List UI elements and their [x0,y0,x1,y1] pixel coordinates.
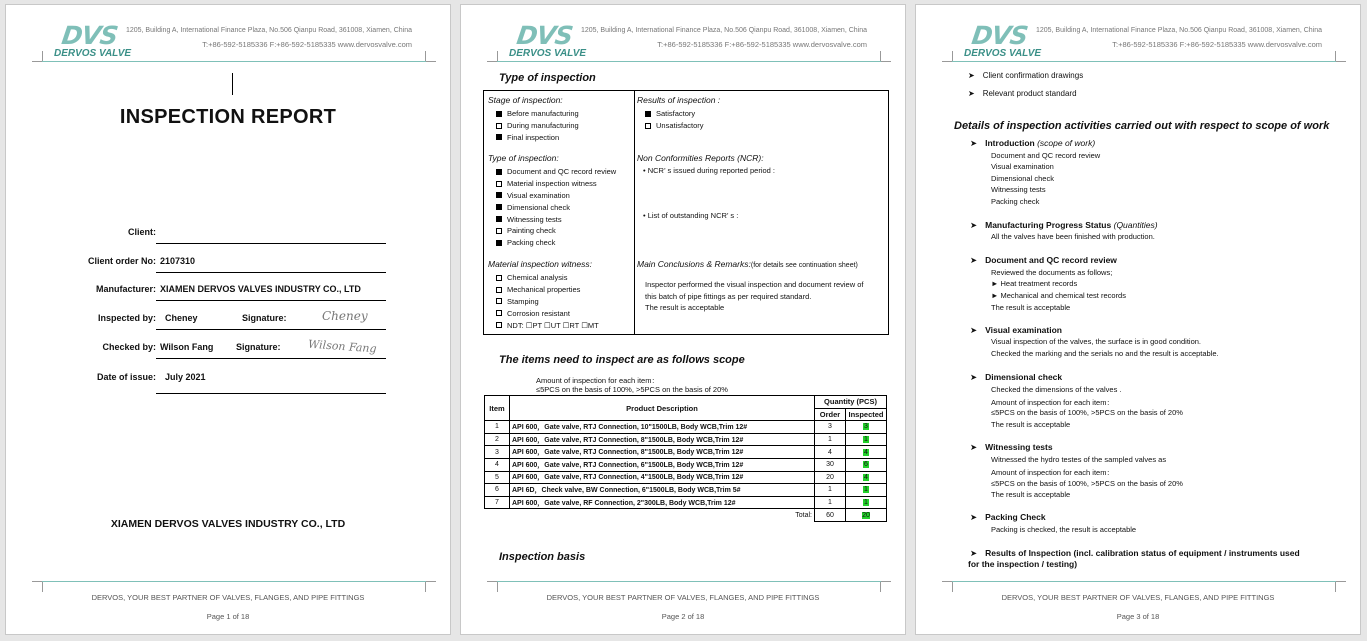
inspected-value: 3 [864,423,868,431]
type-option-label: Painting check [507,226,556,236]
bullet-text: Relevant product standard [982,89,1077,98]
inspection-basis-heading: Inspection basis [499,551,586,563]
stage-option [488,108,579,120]
intro-item: Dimensional check [991,174,1054,183]
inspected-value[interactable]: Cheney [165,313,198,323]
crop-mark [880,581,891,592]
ncr-issued-text: NCR’ s issued during reported period : [647,166,776,175]
conclusion-line: this batch of pipe fittings as per required standard. [645,291,812,301]
header-rule [952,61,1336,62]
wit-item: ≤5PCS on the basis of 100%, >5PCS on the basis of 20% [991,479,1183,488]
manufacturer-label: Manufacturer: [95,284,156,294]
order-cell: 3 [815,421,846,434]
table-row [485,446,887,459]
items-table-body [485,421,887,509]
inspected-cell [846,433,887,446]
col-inspected-header: Inspected [846,408,887,421]
item-cell: 7 [485,496,510,509]
total-inspected: 20 [862,511,870,519]
section-visual [970,325,1062,336]
results-section [637,95,720,132]
company-name: XIAMEN DERVOS VALVES INDUSTRY CO., LTD [110,518,346,530]
total-row [485,509,887,522]
section-dimensional [970,372,1062,383]
date-value[interactable]: July 2021 [165,372,206,382]
result-option [637,108,720,120]
arrow-icon: ➤ [970,325,978,335]
footer-rule [42,581,426,582]
type-option [488,190,616,202]
visual-item: Visual inspection of the valves, the surface is in good condition. [991,337,1201,346]
crop-mark [1335,581,1346,592]
field-line [156,393,386,394]
footer-rule [497,581,881,582]
stage-option-label: Before manufacturing [507,109,579,119]
ncr-outstanding-text: List of outstanding NCR’ s : [647,211,739,220]
item-cell: 6 [485,484,510,497]
amount-line-2: ≤5PCS on the basis of 100%, >5PCS on the basis of 20% [536,385,728,394]
material-heading: Material inspection witness: [488,259,592,269]
conclusion-line: The result is acceptable [645,303,725,312]
crop-mark [32,581,43,592]
manufacturer-row [46,284,386,302]
type-option-label: Dimensional check [507,202,570,212]
page-number: Page 3 of 18 [1116,612,1160,621]
description-cell: API 600，Gate valve, RTJ Connection, 8"1500LB, Body WCB,Trim 12# [510,433,815,446]
amount-line-1: Amount of inspection for each item： [536,376,659,385]
item-cell: 1 [485,421,510,434]
field-line [156,300,386,301]
crop-mark [1335,51,1346,62]
col-item-header: Item [485,396,510,421]
dim-item: ≤5PCS on the basis of 100%, >5PCS on the basis of 20% [991,408,1183,417]
item-cell: 5 [485,471,510,484]
inspection-type-box [483,90,889,335]
material-option-label: NDT: ☐PT ☐UT ☐RT ☐MT [507,320,599,330]
checked-box-icon[interactable] [496,240,502,246]
conclusions-text [645,279,863,314]
type-option-label: Witnessing tests [507,214,562,224]
col-qty-header: Quantity (PCS) [815,396,887,409]
crop-mark [425,51,436,62]
logo-mark: DVS [59,21,120,50]
inspected-value: 6 [864,461,868,469]
document-page-3 [915,4,1361,635]
checked-row [46,337,386,360]
material-option [488,296,599,308]
section-title: Witnessing tests [985,442,1053,452]
document-page-2 [460,4,906,635]
logo-mark: DVS [969,21,1030,50]
conclusions-heading: Main Conclusions & Remarks: [637,259,751,269]
progress-text: All the valves have been finished with production. [991,232,1155,241]
logo-text: DERVOS VALVE [964,48,1042,59]
crop-mark [942,581,953,592]
client-row [46,227,386,245]
crop-mark [880,51,891,62]
section-note: (Quantities) [1113,220,1158,230]
description-cell: API 6D，Check valve, BW Connection, 6"1500LB, Body WCB,Trim 5# [510,484,815,497]
material-option-label: Mechanical properties [507,285,581,295]
description-cell: API 600，Gate valve, RTJ Connection, 8"1500LB, Body WCB,Trim 12# [510,446,815,459]
material-option [488,307,599,319]
section-title: Manufacturing Progress Status [985,220,1112,230]
arrow-icon: ➤ [970,138,978,148]
section-title: Visual examination [985,325,1062,335]
empty-box-icon[interactable] [496,322,502,328]
stage-section [488,95,579,143]
arrow-icon: ➤ [970,220,978,230]
report-title: INSPECTION REPORT [119,106,337,128]
result-option-label: Satisfactory [656,109,696,119]
header-address: 1205, Building A, International Finance Plaza, No.506 Qianpu Road, 361008, Xiamen, China [125,27,412,34]
company-logo [962,21,1042,61]
inspected-value: 4 [864,448,868,456]
type-option [488,237,616,249]
inspected-cell [846,496,887,509]
logo-text: DERVOS VALVE [54,48,132,59]
checked-box-icon[interactable] [645,111,651,117]
section-title: Dimensional check [985,372,1063,382]
table-row [485,433,887,446]
section-results-cont: for the inspection / testing) [968,559,1078,569]
text-cursor [232,73,233,95]
material-option-label: Chemical analysis [507,273,568,283]
footer-rule [952,581,1336,582]
column-divider [634,91,635,334]
visual-item: Checked the marking and the serials no and the result is acceptable. [991,349,1219,358]
page-number: Page 1 of 18 [206,612,250,621]
intro-item: Packing check [991,197,1040,206]
dim-item: Amount of inspection for each item： [991,398,1114,407]
order-cell: 1 [815,496,846,509]
header-address: 1205, Building A, International Finance Plaza, No.506 Qianpu Road, 361008, Xiamen, China [1035,27,1322,34]
doc-item: The result is acceptable [991,303,1071,312]
table-row [485,421,887,434]
inspected-value: 1 [864,499,868,507]
page-number: Page 2 of 18 [661,612,705,621]
empty-box-icon[interactable] [496,275,502,281]
signature-wilson-fang: Wilson Fang [307,337,377,356]
doc-item: Reviewed the documents as follows; [991,268,1113,277]
footer-tagline: DERVOS, YOUR BEST PARTNER OF VALVES, FLANGES, AND PIPE FITTINGS [1001,593,1275,602]
ncr-heading: Non Conformities Reports (NCR): [637,153,764,163]
logo-mark: DVS [514,21,575,50]
order-cell: 30 [815,458,846,471]
ncr-issued: • NCR’ s issued during reported period : [643,166,776,175]
order-label: Client order No: [87,256,156,266]
section-document-review [970,255,1117,266]
type-section [488,153,616,249]
type-option-label: Material inspection witness [507,179,597,189]
header-contact: T:+86-592-5185336 F:+86-592-5185335 www.dervosvalve.com [202,40,412,49]
section-introduction [970,138,1095,149]
crop-mark [425,581,436,592]
field-line [156,329,386,330]
bullet-item [968,71,1083,80]
header-contact: T:+86-592-5185336 F:+86-592-5185335 www.dervosvalve.com [657,40,867,49]
checked-box-icon[interactable] [496,134,502,140]
type-option [488,201,616,213]
client-label: Client: [128,227,156,237]
inspected-value: 4 [864,473,868,481]
dim-item: The result is acceptable [991,420,1071,429]
stage-option-label: During manufacturing [507,121,579,131]
order-cell: 1 [815,484,846,497]
inspected-cell [846,471,887,484]
manufacturer-value[interactable]: XIAMEN DERVOS VALVES INDUSTRY CO., LTD [160,284,361,294]
description-cell: API 600，Gate valve, RTJ Connection, 4"1500LB, Body WCB,Trim 12# [510,471,815,484]
items-table [484,395,887,522]
checked-box-icon[interactable] [496,192,502,198]
total-order: 60 [815,509,846,522]
description-cell: API 600，Gate valve, RTJ Connection, 6"1500LB, Body WCB,Trim 12# [510,458,815,471]
footer-tagline: DERVOS, YOUR BEST PARTNER OF VALVES, FLANGES, AND PIPE FITTINGS [91,593,365,602]
material-section [488,259,599,331]
type-of-inspection-heading: Type of inspection [499,72,596,84]
total-inspected-cell [846,509,887,522]
section-note: (scope of work) [1037,138,1096,148]
doc-item: ► Heat treatment records [991,279,1078,288]
header-rule [497,61,881,62]
checked-label: Checked by: [102,342,156,352]
checked-box-icon[interactable] [496,111,502,117]
conclusions-heading-row [637,259,863,269]
date-label: Date of issue: [96,372,156,382]
stage-option [488,132,579,144]
section-title: Document and QC record review [985,255,1117,265]
empty-box-icon[interactable] [496,298,502,304]
signature-cheney: Cheney [322,309,368,323]
details-heading: Details of inspection activities carried out with respect to scope of work [954,120,1330,132]
section-witnessing [970,442,1053,453]
description-cell: API 600，Gate valve, RF Connection, 2"300LB, Body WCB,Trim 12# [510,496,815,509]
company-logo [52,21,132,61]
material-option [488,319,599,331]
section-results [970,548,1300,559]
material-option [488,272,599,284]
section-title: Introduction [985,138,1035,148]
arrow-icon: ➤ [968,71,975,80]
inspected-cell [846,458,887,471]
description-cell: API 600，Gate valve, RTJ Connection, 10"1500LB, Body WCB,Trim 12# [510,421,815,434]
type-option [488,166,616,178]
type-option [488,178,616,190]
ncr-outstanding: • List of outstanding NCR’ s : [643,211,739,220]
order-row [46,256,386,274]
intro-item: Document and QC record review [991,151,1101,160]
intro-item: Witnessing tests [991,185,1046,194]
empty-box-icon[interactable] [645,123,651,129]
empty-box-icon[interactable] [496,287,502,293]
footer-tagline: DERVOS, YOUR BEST PARTNER OF VALVES, FLANGES, AND PIPE FITTINGS [546,593,820,602]
table-row [485,496,887,509]
order-cell: 20 [815,471,846,484]
material-option-label: Corrosion resistant [507,308,570,318]
checked-box-icon[interactable] [496,204,502,210]
stage-heading: Stage of inspection: [488,95,563,105]
order-cell: 1 [815,433,846,446]
type-option [488,225,616,237]
arrow-icon: ➤ [970,512,978,522]
conclusions-note: (for details see continuation sheet) [750,262,858,269]
order-value[interactable]: 2107310 [160,256,196,266]
field-line [156,272,386,273]
signature-label: Signature: [242,313,287,323]
field-line [156,243,386,244]
arrow-icon: ➤ [968,89,975,98]
material-option [488,284,599,296]
type-option-label: Packing check [507,238,556,248]
inspected-cell [846,446,887,459]
wit-item: The result is acceptable [991,490,1071,499]
material-option-label: Stamping [507,296,539,306]
conclusions-section [637,259,863,314]
col-order-header: Order [815,408,846,421]
table-row [485,484,887,497]
type-option [488,213,616,225]
stage-option [488,120,579,132]
stage-option-label: Final inspection [507,132,560,142]
document-page-1 [5,4,451,635]
inspected-value: 1 [864,486,868,494]
dim-item: Checked the dimensions of the valves . [991,385,1122,394]
signature-label: Signature: [236,342,281,352]
doc-item: ► Mechanical and chemical test records [991,291,1126,300]
section-title: Results of Inspection (incl. calibration status of equipment / instruments used [985,548,1300,558]
empty-box-icon[interactable] [496,310,502,316]
type-option-label: Visual examination [507,190,570,200]
items-heading: The items need to inspect are as follows scope [499,354,745,366]
arrow-icon: ➤ [970,442,978,452]
table-row [485,471,887,484]
empty-box-icon[interactable] [496,181,502,187]
results-heading: Results of inspection : [637,95,721,105]
col-desc-header: Product Description [510,396,815,421]
table-row [485,458,887,471]
date-row [46,372,386,390]
inspected-value: 1 [864,436,868,444]
section-title: Packing Check [985,512,1046,522]
inspected-cell [846,484,887,497]
total-label: Total: [485,509,815,522]
inspected-row [46,309,386,331]
item-cell: 3 [485,446,510,459]
crop-mark [487,581,498,592]
checked-box-icon[interactable] [496,169,502,175]
arrow-icon: ➤ [970,372,978,382]
wit-item: Amount of inspection for each item： [991,468,1114,477]
empty-box-icon[interactable] [496,123,502,129]
intro-item: Visual examination [991,162,1054,171]
conclusion-line: Inspector performed the visual inspection and document review of [645,280,864,289]
company-logo [507,21,587,61]
empty-box-icon[interactable] [496,228,502,234]
inspected-label: Inspected by: [97,313,156,323]
wit-item: Witnessed the hydro testes of the sampled valves as [991,455,1167,464]
logo-text: DERVOS VALVE [509,48,587,59]
field-line [156,358,386,359]
bullet-text: Client confirmation drawings [982,71,1084,80]
checked-box-icon[interactable] [496,216,502,222]
ncr-section [637,153,775,220]
result-option-label: Unsatisfactory [656,121,704,131]
type-option-label: Document and QC record review [507,167,617,177]
result-option [637,120,720,132]
section-packing [970,512,1046,523]
checked-value[interactable]: Wilson Fang [160,342,214,352]
bullet-item [968,89,1077,98]
inspected-cell [846,421,887,434]
section-progress [970,220,1158,231]
arrow-icon: ➤ [970,255,978,265]
item-cell: 4 [485,458,510,471]
type-heading: Type of inspection: [488,153,559,163]
header-rule [42,61,426,62]
item-cell: 2 [485,433,510,446]
arrow-icon: ➤ [970,548,978,558]
header-contact: T:+86-592-5185336 F:+86-592-5185335 www.dervosvalve.com [1112,40,1322,49]
header-address: 1205, Building A, International Finance Plaza, No.506 Qianpu Road, 361008, Xiamen, China [580,27,867,34]
order-cell: 4 [815,446,846,459]
pack-text: Packing is checked, the result is acceptable [991,525,1137,534]
